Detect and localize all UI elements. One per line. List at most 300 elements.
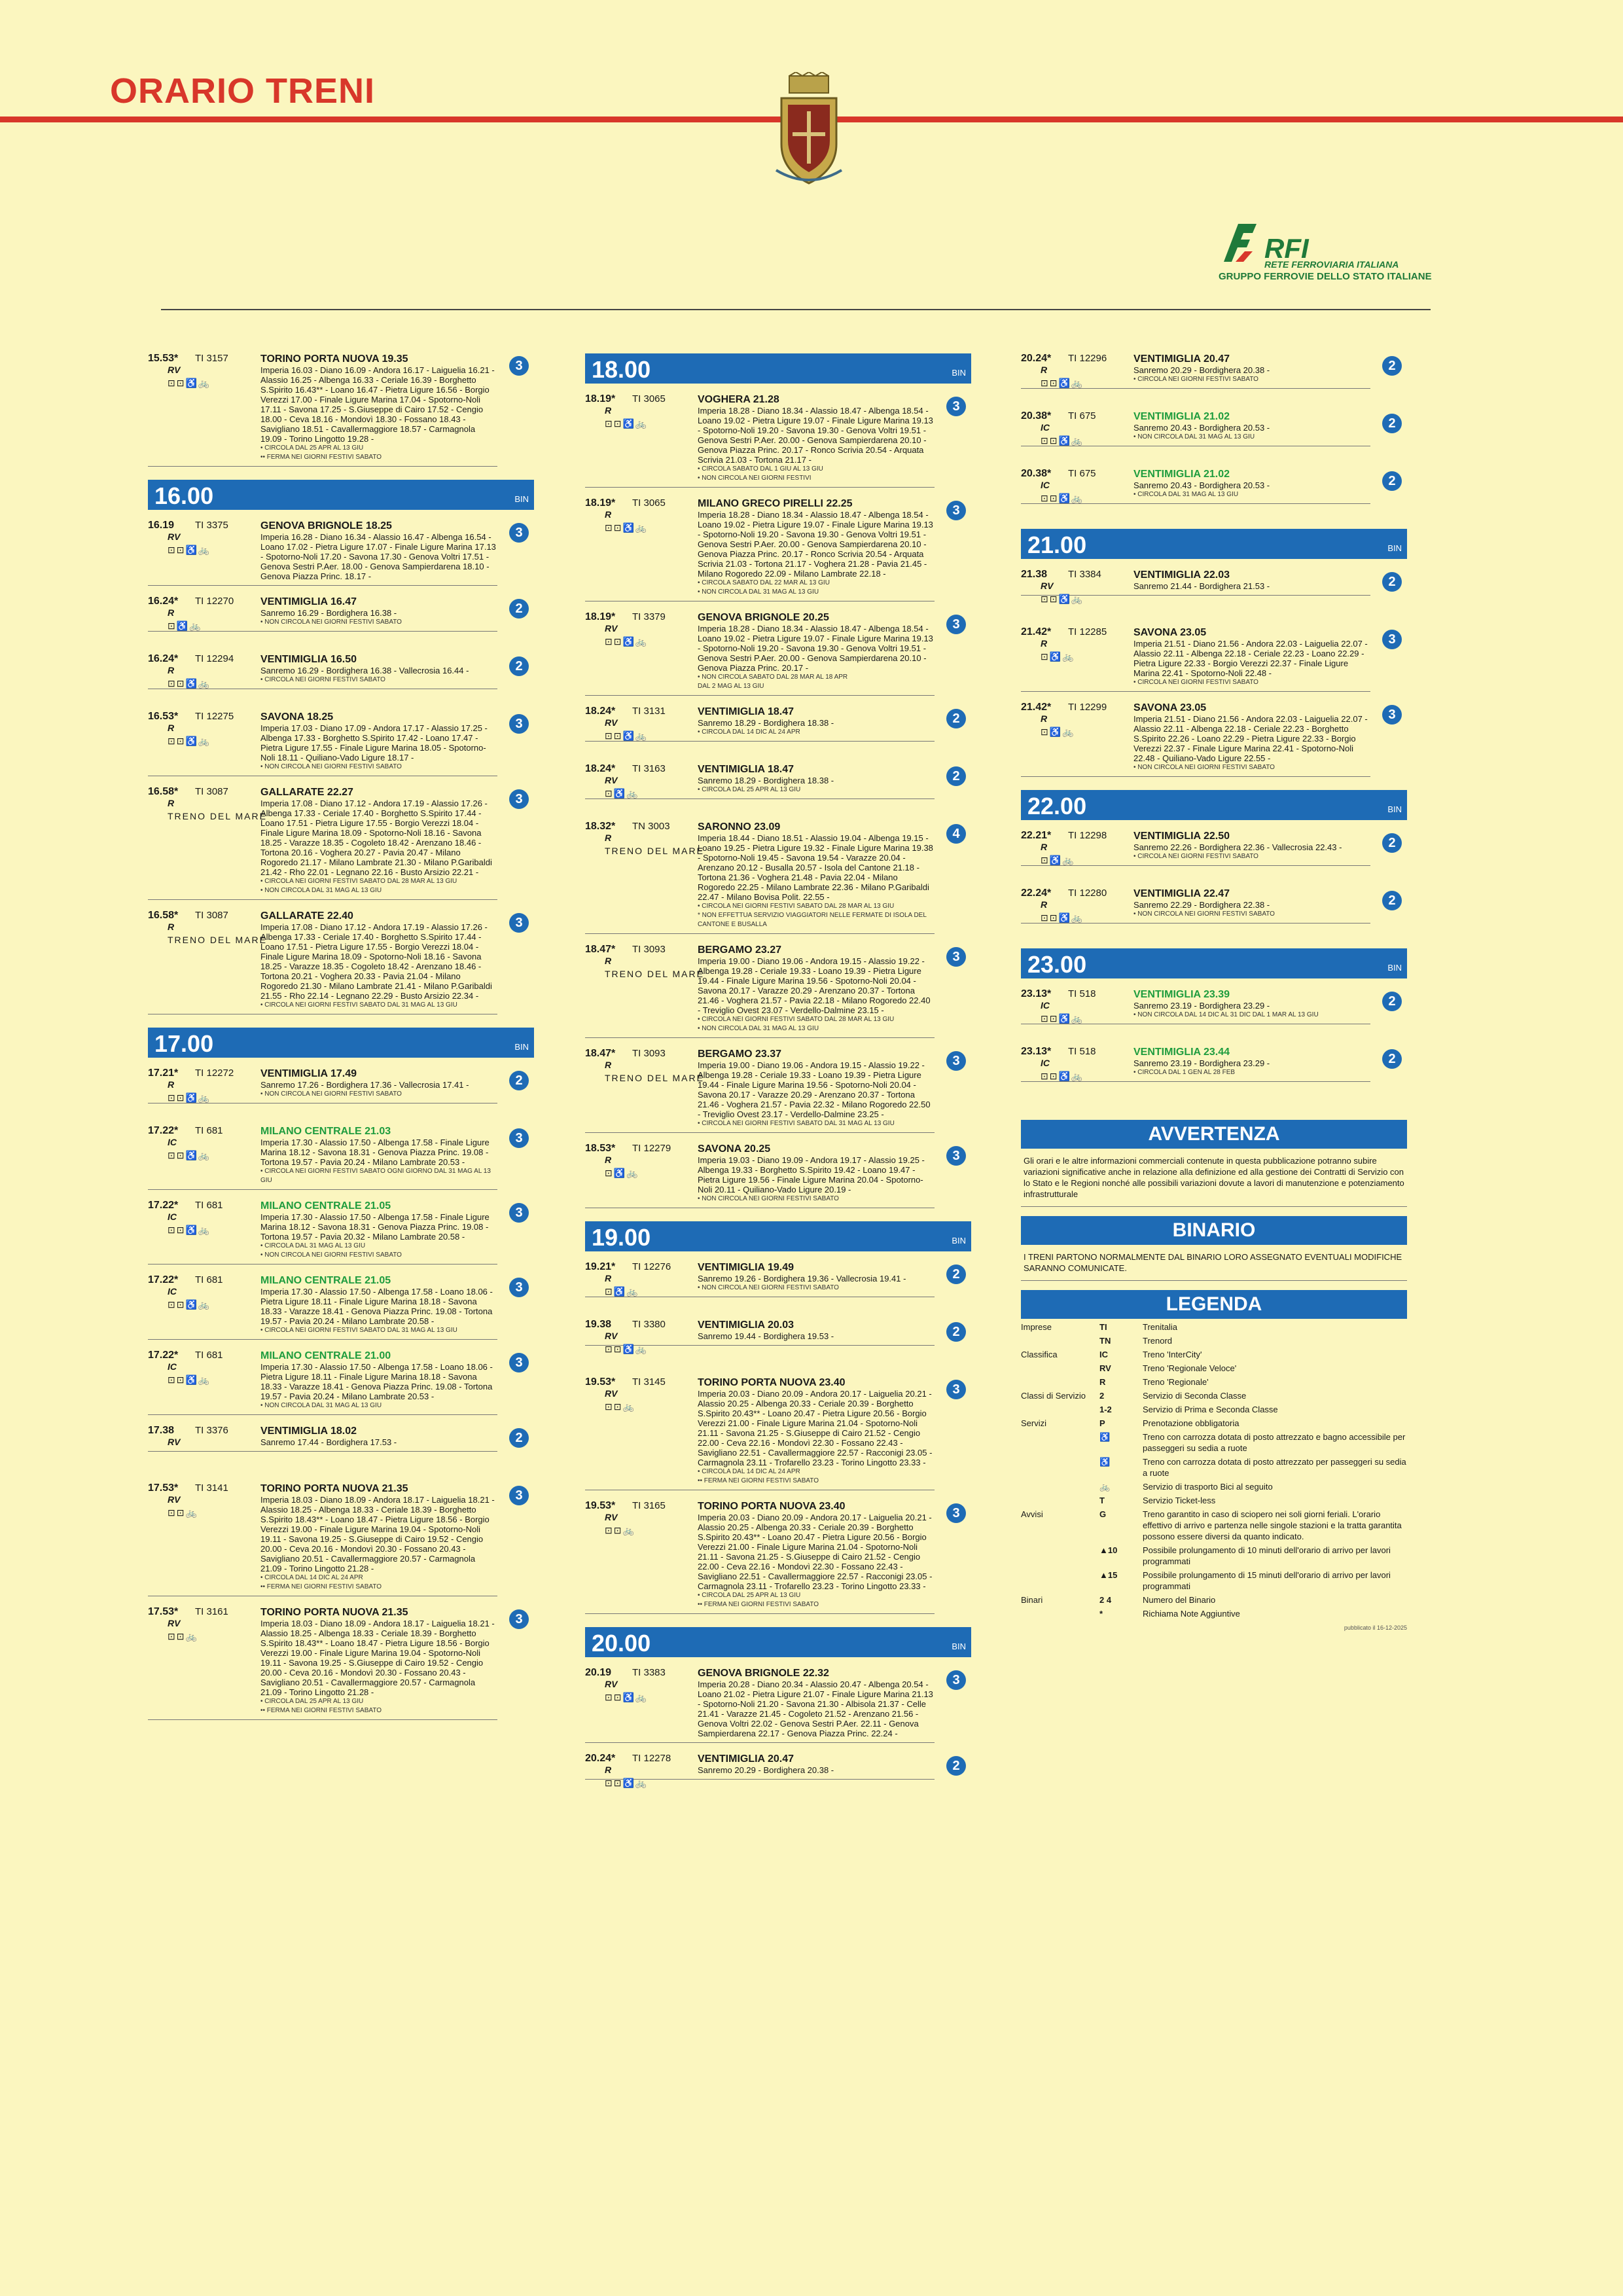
service-note: • CIRCOLA NEI GIORNI FESTIVI SABATO DAL 31 MAG AL 13 GIU xyxy=(260,1001,457,1009)
train-number: TI 3141 xyxy=(195,1482,228,1494)
train-entry xyxy=(1021,831,1407,878)
train-category: IC xyxy=(168,1361,177,1372)
train-number: TI 12270 xyxy=(195,596,234,607)
entry-divider xyxy=(148,1719,497,1720)
service-icons: ⊡⊡♿🚲 xyxy=(1041,435,1084,446)
train-category: IC xyxy=(1041,422,1050,433)
train-category: RV xyxy=(168,1618,181,1628)
legend-symbol: R xyxy=(1099,1377,1106,1387)
departure-time: 20.38* xyxy=(1021,468,1052,479)
service-note: • NON CIRCOLA NEI GIORNI FESTIVI SABATO xyxy=(260,763,402,770)
train-details xyxy=(260,1200,497,1260)
train-entry xyxy=(585,821,971,934)
entry-divider xyxy=(148,899,497,900)
destination: VENTIMIGLIA 18.02 xyxy=(260,1426,357,1437)
train-number: TI 12276 xyxy=(632,1261,671,1272)
train-number: TI 3384 xyxy=(1068,569,1101,580)
column-2 xyxy=(585,340,971,1811)
platform-badge: 3 xyxy=(946,397,966,416)
platform-badge: 2 xyxy=(1382,572,1402,592)
stops-list: Imperia 18.28 - Diano 18.34 - Alassio 18.47 - Albenga 18.54 - Loano 19.02 - Pietra Ligure 19.07 - Finale Ligure Marina 19.13 - Spotorno-Noli 19.20 - Savona 19.30 - Genova Voltri 19.51 - Genova Sestri P.Aer. 20.00 - Genova Sampierdarena 20.10 - Genova Piazza Princ. 20.17 - Ronco Scrivia 20.54 - Arquata Scrivia 21.03 - Tortona 21.17 - xyxy=(698,406,933,465)
rfi-subtitle: RETE FERROVIARIA ITALIANA xyxy=(1264,259,1399,270)
column-3 xyxy=(1021,353,1407,1631)
train-entry xyxy=(148,1426,534,1473)
service-icons: TRENO DEL MARE xyxy=(168,811,267,821)
departure-time: 17.22* xyxy=(148,1350,179,1361)
hour-band: 21.00 BIN xyxy=(1021,529,1407,559)
legend-description: Trenitalia xyxy=(1143,1322,1177,1332)
legend-symbol: TN xyxy=(1099,1336,1111,1346)
departure-time: 20.24* xyxy=(1021,353,1052,364)
stops-list: Sanremo 16.29 - Bordighera 16.38 - Vallecrosia 16.44 - xyxy=(260,666,469,675)
train-entry xyxy=(585,394,971,488)
service-icons: ⊡⊡♿🚲 xyxy=(605,522,649,533)
service-icons: ⊡⊡♿🚲 xyxy=(1041,1013,1084,1024)
train-category: IC xyxy=(1041,1058,1050,1068)
service-icons: ⊡⊡♿🚲 xyxy=(168,1374,211,1385)
service-icons: ⊡♿🚲 xyxy=(1041,726,1075,737)
col3-entries-2 xyxy=(1021,831,1407,935)
service-icons: ⊡⊡♿🚲 xyxy=(1041,378,1084,388)
page-title: ORARIO TRENI xyxy=(110,71,376,111)
legend-symbol: T xyxy=(1099,1496,1105,1505)
col3-entries-top xyxy=(1021,353,1407,516)
legend-row xyxy=(1021,1481,1407,1492)
departure-time: 21.38 xyxy=(1021,569,1048,580)
destination: VENTIMIGLIA 20.03 xyxy=(698,1319,794,1331)
departure-time: 23.13* xyxy=(1021,1046,1052,1057)
entry-divider xyxy=(585,1132,935,1133)
platform-badge: 2 xyxy=(946,1265,966,1284)
entry-divider xyxy=(1021,1081,1370,1082)
legend-symbol: ▲10 xyxy=(1099,1545,1118,1555)
train-entry xyxy=(148,1126,534,1190)
service-note: • CIRCOLA DAL 31 MAG AL 13 GIU xyxy=(260,1242,366,1249)
destination: SAVONA 23.05 xyxy=(1133,702,1207,713)
stops-list: Sanremo 20.43 - Bordighera 20.53 - xyxy=(1133,423,1270,433)
train-entry xyxy=(585,1143,971,1208)
train-details xyxy=(1133,888,1370,919)
destination: GALLARATE 22.27 xyxy=(260,787,353,798)
train-number: TI 3093 xyxy=(632,944,666,955)
legend-description: Treno 'Regionale' xyxy=(1143,1377,1209,1387)
hour-band: 20.00 BIN xyxy=(585,1627,971,1657)
destination: TORINO PORTA NUOVA 23.40 xyxy=(698,1501,846,1512)
destination: TORINO PORTA NUOVA 21.35 xyxy=(260,1607,408,1618)
legend-description: Possibile prolungamento di 15 minuti dell'orario di arrivo per lavori programmati xyxy=(1143,1570,1391,1591)
stops-list: Imperia 17.30 - Alassio 17.50 - Albenga 17.58 - Loano 18.06 - Pietra Ligure 18.11 - Finale Ligure Marina 18.18 - Savona 18.33 - Varazze 18.41 - Genova Piazza Princ. 19.08 - Tortona 19.57 - Pavia 20.24 - Milano Lambrate 20.58 - xyxy=(260,1287,493,1326)
destination: BERGAMO 23.27 xyxy=(698,944,782,956)
stops-list: Imperia 20.03 - Diano 20.09 - Andora 20.17 - Laiguelia 20.21 - Alassio 20.25 - Albenga 20.33 - Ceriale 20.39 - Borghetto S.Spirito 20.43** - Loano 20.47 - Pietra Ligure 20.56 - Borgio Verezzi 21.00 - Finale Ligure Marina 21.04 - Spotorno-Noli 21.11 - Savona 21.25 - S.Giuseppe di Cairo 21.52 - Cengio 22.00 - Ceva 22.16 - Mondovì 22.30 - Fossano 22.43 - Savigliano 22.51 - Cavallermaggiore 22.57 - Racconigi 23.05 - Carmagnola 23.11 - Trofarello 23.23 - Torino Lingotto 23.33 - xyxy=(698,1513,933,1591)
train-entry xyxy=(148,711,534,776)
train-details xyxy=(698,1377,935,1486)
destination: GALLARATE 22.40 xyxy=(260,910,353,922)
legend-description: Trenord xyxy=(1143,1336,1173,1346)
train-entry xyxy=(148,520,534,586)
train-entry xyxy=(148,1275,534,1340)
binario-title: BINARIO xyxy=(1021,1216,1407,1245)
legend-symbol: ▲15 xyxy=(1099,1570,1118,1580)
train-number: TI 518 xyxy=(1068,988,1096,999)
train-category: R xyxy=(1041,842,1048,852)
train-details xyxy=(260,711,497,772)
stops-list: Imperia 18.03 - Diano 18.09 - Andora 18.17 - Laiguelia 18.21 - Alassio 18.25 - Albenga 18.33 - Ceriale 18.39 - Borghetto S.Spirito 18.43** - Loano 18.47 - Pietra Ligure 18.56 - Borgio Verezzi 19.00 - Finale Ligure Marina 19.04 - Spotorno-Noli 19.11 - Savona 19.25 - S.Giuseppe di Cairo 19.52 - Cengio 20.00 - Ceva 20.16 - Mondovì 20.30 - Fossano 20.43 - Savigliano 20.51 - Cavallermaggiore 20.57 - Carmagnola 21.09 - Torino Lingotto 21.28 - xyxy=(260,1495,495,1573)
train-entry xyxy=(1021,888,1407,935)
stops-list: Sanremo 22.26 - Bordighera 22.36 - Vallecrosia 22.43 - xyxy=(1133,842,1342,852)
legend-row xyxy=(1021,1335,1407,1346)
train-details xyxy=(260,1068,497,1099)
destination: SAVONA 20.25 xyxy=(698,1143,771,1155)
legend-row xyxy=(1021,1376,1407,1388)
entry-divider xyxy=(1021,776,1370,777)
platform-badge: 3 xyxy=(946,1670,966,1690)
platform-badge: 2 xyxy=(1382,1049,1402,1069)
departure-time: 17.22* xyxy=(148,1125,179,1136)
destination: SAVONA 23.05 xyxy=(1133,627,1207,638)
destination: GENOVA BRIGNOLE 20.25 xyxy=(698,612,829,623)
train-details xyxy=(260,1126,497,1185)
destination: VENTIMIGLIA 22.50 xyxy=(1133,831,1230,842)
platform-badge: 3 xyxy=(946,1051,966,1071)
train-number: TI 12298 xyxy=(1068,830,1107,841)
service-note: DAL 2 MAG AL 13 GIU xyxy=(698,683,764,690)
service-note: • NON CIRCOLA NEI GIORNI FESTIVI xyxy=(698,475,812,482)
legend-category xyxy=(1021,1335,1099,1346)
service-icons: ⊡♿🚲 xyxy=(605,1168,639,1178)
train-entry xyxy=(1021,702,1407,777)
legend-description: Servizio di Seconda Classe xyxy=(1143,1391,1247,1401)
fs-logo-icon xyxy=(1219,216,1260,268)
legend-row xyxy=(1021,1594,1407,1605)
destination: TORINO PORTA NUOVA 23.40 xyxy=(698,1377,846,1388)
stops-list: Imperia 17.30 - Alassio 17.50 - Albenga 17.58 - Loano 18.06 - Pietra Ligure 18.11 - Finale Ligure Marina 18.18 - Savona 18.33 - Varazze 18.41 - Genova Piazza Princ. 19.08 - Tortona 19.57 - Pavia 20.24 - Milano Lambrate 20.53 - xyxy=(260,1362,493,1401)
legend-symbol: ♿ xyxy=(1099,1457,1111,1467)
departure-time: 18.47* xyxy=(585,1048,616,1059)
service-note: * NON EFFETTUA SERVIZIO VIAGGIATORI NELLE FERMATE DI ISOLA DEL CANTONE E BUSALLA xyxy=(698,912,927,928)
train-entry xyxy=(1021,353,1407,401)
service-icons: ⊡♿🚲 xyxy=(1041,651,1075,662)
train-entry xyxy=(585,764,971,811)
stops-list: Imperia 16.28 - Diano 16.34 - Alassio 16.47 - Albenga 16.54 - Loano 17.02 - Pietra Ligure 17.07 - Finale Ligure Marina 17.13 - Spotorno-Noli 17.20 - Savona 17.30 - Genova Voltri 17.51 - Genova Sestri P.Aer. 18.00 - Genova Sampierdarena 18.10 - Genova Piazza Princ. 18.17 - xyxy=(260,532,496,581)
destination: TORINO PORTA NUOVA 19.35 xyxy=(260,353,408,365)
service-note: • CIRCOLA DAL 1 GEN AL 28 FEB xyxy=(1133,1069,1236,1076)
service-icons: ⊡⊡♿🚲 xyxy=(1041,594,1084,604)
stops-list: Sanremo 22.29 - Bordighera 22.38 - xyxy=(1133,900,1270,910)
platform-badge: 3 xyxy=(509,1486,529,1505)
train-details xyxy=(1133,831,1370,861)
train-category: RV xyxy=(605,717,618,728)
train-number: TI 3375 xyxy=(195,520,228,531)
train-details xyxy=(1133,989,1370,1020)
train-category: R xyxy=(605,956,612,966)
legend-category xyxy=(1021,1431,1099,1454)
service-icons: ⊡⊡🚲 xyxy=(168,1507,198,1518)
service-icons: TRENO DEL MARE xyxy=(605,846,704,856)
legenda-rows xyxy=(1021,1321,1407,1619)
train-number: TI 12296 xyxy=(1068,353,1107,364)
service-icons: ⊡⊡🚲 xyxy=(168,1631,198,1641)
legend-category: Binari xyxy=(1021,1595,1043,1605)
platform-badge: 2 xyxy=(946,1322,966,1342)
stops-list: Imperia 20.03 - Diano 20.09 - Andora 20.17 - Laiguelia 20.21 - Alassio 20.25 - Albenga 20.33 - Ceriale 20.39 - Borghetto S.Spirito 20.43** - Loano 20.47 - Pietra Ligure 20.56 - Borgio Verezzi 21.00 - Finale Ligure Marina 21.04 - Spotorno-Noli 21.11 - Savona 21.25 - S.Giuseppe di Cairo 21.52 - Cengio 22.00 - Ceva 22.16 - Mondovì 22.30 - Fossano 22.43 - Savigliano 22.51 - Cavallermaggiore 22.57 - Racconigi 23.05 - Carmagnola 23.11 - Trofarello 23.23 - Torino Lingotto 23.33 - xyxy=(698,1389,933,1467)
train-number: TI 3157 xyxy=(195,353,228,364)
train-number: TI 681 xyxy=(195,1274,223,1285)
service-note: • CIRCOLA DAL 14 DIC AL 24 APR xyxy=(698,1468,800,1475)
legend-symbol: 1-2 xyxy=(1099,1405,1112,1414)
train-category: R xyxy=(605,1765,612,1775)
train-category: R xyxy=(605,1060,612,1070)
departure-time: 17.53* xyxy=(148,1606,179,1617)
legend-description: Servizio di trasporto Bici al seguito xyxy=(1143,1482,1273,1492)
train-details xyxy=(698,1501,935,1609)
train-category: RV xyxy=(168,365,181,375)
departure-time: 18.47* xyxy=(585,944,616,955)
train-category: R xyxy=(605,509,612,520)
legend-category: Classi di Servizio xyxy=(1021,1391,1086,1401)
col1-entries-2 xyxy=(148,1068,534,1720)
train-category: R xyxy=(1041,899,1048,910)
entry-divider xyxy=(148,585,497,586)
service-note: • NON CIRCOLA NEI GIORNI FESTIVI SABATO xyxy=(1133,910,1275,918)
train-details xyxy=(698,498,935,597)
destination: VENTIMIGLIA 19.49 xyxy=(698,1262,794,1273)
legend-category: Servizi xyxy=(1021,1418,1047,1428)
entry-divider xyxy=(1021,865,1370,866)
train-number: TI 3087 xyxy=(195,786,228,797)
legend-row xyxy=(1021,1431,1407,1454)
stops-list: Sanremo 18.29 - Bordighera 18.38 - xyxy=(698,718,834,728)
departure-time: 16.53* xyxy=(148,711,179,722)
service-icons: TRENO DEL MARE xyxy=(168,935,267,945)
hour-band: 18.00 BIN xyxy=(585,353,971,384)
platform-badge: 2 xyxy=(1382,891,1402,910)
train-entry xyxy=(585,1377,971,1490)
legend-row xyxy=(1021,1608,1407,1619)
service-icons: ⊡⊡♿🚲 xyxy=(168,678,211,689)
train-entry xyxy=(585,1262,971,1309)
departure-time: 22.21* xyxy=(1021,830,1052,841)
legend-description: Prenotazione obbligatoria xyxy=(1143,1418,1240,1428)
destination: VENTIMIGLIA 23.39 xyxy=(1133,989,1230,1000)
train-details xyxy=(698,764,935,795)
col1-entries-1 xyxy=(148,520,534,1014)
legend-row xyxy=(1021,1418,1407,1429)
destination: MILANO GRECO PIRELLI 22.25 xyxy=(698,498,853,509)
platform-badge: 4 xyxy=(946,824,966,844)
train-details xyxy=(698,706,935,737)
train-number: TI 12285 xyxy=(1068,626,1107,637)
train-number: TI 3065 xyxy=(632,497,666,509)
service-icons: ⊡⊡♿🚲 xyxy=(605,1344,649,1354)
train-entry xyxy=(585,612,971,696)
platform-badge: 3 xyxy=(509,1278,529,1297)
destination: VENTIMIGLIA 16.47 xyxy=(260,596,357,607)
platform-badge: 3 xyxy=(509,1353,529,1372)
stops-list: Sanremo 23.19 - Bordighera 23.29 - xyxy=(1133,1058,1270,1068)
platform-badge: 2 xyxy=(509,656,529,676)
col2-entries-2 xyxy=(585,1262,971,1614)
service-icons: ⊡⊡♿🚲 xyxy=(168,1092,211,1103)
service-note: • NON CIRCOLA NEI GIORNI FESTIVI SABATO xyxy=(260,1090,402,1098)
train-details xyxy=(260,910,497,1010)
train-entry xyxy=(585,1319,971,1367)
legend-symbol: 2 xyxy=(1099,1391,1105,1401)
train-number: TI 3383 xyxy=(632,1667,666,1678)
entry-divider xyxy=(585,487,935,488)
avvertenza-text: Gli orari e le altre informazioni commerciali contenute in questa pubblicazione potranno subire variazioni significative anche in relazione alla definizione ed alla gestione dei Contratti di Servizio con lo Stato e le Regioni nonché alle possibili variazioni dovute a lavori di manutenzione e potenziamento infrastrutturale xyxy=(1021,1149,1407,1207)
train-details xyxy=(698,1049,935,1128)
destination: SAVONA 18.25 xyxy=(260,711,334,723)
stops-list: Imperia 18.28 - Diano 18.34 - Alassio 18.47 - Albenga 18.54 - Loano 19.02 - Pietra Ligure 19.07 - Finale Ligure Marina 19.13 - Spotorno-Noli 19.20 - Savona 19.30 - Genova Voltri 19.51 - Genova Sestri P.Aer. 20.00 - Genova Sampierdarena 20.10 - Genova Piazza Princ. 20.17 - Ronco Scrivia 20.54 - Arquata Scrivia 21.03 - Tortona 21.17 - Voghera 21.28 - Pavia 21.45 - Milano Rogoredo 22.09 - Milano Lambrate 22.18 - xyxy=(698,510,933,579)
train-number: TI 681 xyxy=(195,1350,223,1361)
destination: GENOVA BRIGNOLE 22.32 xyxy=(698,1668,829,1679)
entry-divider xyxy=(585,1742,935,1743)
train-entry xyxy=(148,1483,534,1596)
legend-row xyxy=(1021,1570,1407,1592)
hour-band: 22.00 BIN xyxy=(1021,790,1407,820)
train-number: TI 675 xyxy=(1068,410,1096,422)
train-number: TI 3093 xyxy=(632,1048,666,1059)
legend-symbol: TI xyxy=(1099,1322,1107,1332)
train-details xyxy=(698,1262,935,1293)
platform-badge: 2 xyxy=(509,1428,529,1448)
rfi-name: RFI xyxy=(1264,233,1309,264)
service-icons: ⊡⊡♿🚲 xyxy=(168,1299,211,1310)
service-icons: ⊡⊡♿🚲 xyxy=(168,736,211,746)
train-entry xyxy=(1021,469,1407,516)
service-icons: ⊡⊡♿🚲 xyxy=(605,730,649,741)
departure-time: 19.53* xyxy=(585,1500,616,1511)
service-icons: ⊡⊡♿🚲 xyxy=(1041,912,1084,923)
entry-divider xyxy=(585,1613,935,1614)
stops-list: Sanremo 19.26 - Bordighera 19.36 - Vallecrosia 19.41 - xyxy=(698,1274,906,1283)
departure-time: 21.42* xyxy=(1021,702,1052,713)
train-details xyxy=(698,1319,935,1341)
destination: VENTIMIGLIA 21.02 xyxy=(1133,469,1230,480)
entry-divider xyxy=(148,1451,497,1452)
train-number: TI 12279 xyxy=(632,1143,671,1154)
service-note: • NON CIRCOLA DAL 31 MAG AL 13 GIU xyxy=(698,1025,819,1032)
col3-entries-3 xyxy=(1021,989,1407,1094)
service-icons: ⊡⊡♿🚲 xyxy=(1041,493,1084,503)
stops-list: Sanremo 17.44 - Bordighera 17.53 - xyxy=(260,1437,397,1447)
train-entry xyxy=(148,353,534,467)
destination: MILANO CENTRALE 21.05 xyxy=(260,1275,391,1286)
service-icons: ⊡♿🚲 xyxy=(605,1286,639,1297)
legend-category xyxy=(1021,1481,1099,1492)
legend-category xyxy=(1021,1456,1099,1479)
platform-badge: 3 xyxy=(509,356,529,376)
train-entry xyxy=(1021,989,1407,1036)
platform-badge: 2 xyxy=(1382,833,1402,853)
legend-category xyxy=(1021,1570,1099,1592)
destination: VENTIMIGLIA 21.02 xyxy=(1133,411,1230,422)
train-category: IC xyxy=(168,1137,177,1147)
legend-description: Treno 'InterCity' xyxy=(1143,1350,1202,1359)
destination: VENTIMIGLIA 18.47 xyxy=(698,706,794,717)
train-number: TI 3165 xyxy=(632,1500,666,1511)
stops-list: Sanremo 18.29 - Bordighera 18.38 - xyxy=(698,776,834,785)
departure-time: 21.42* xyxy=(1021,626,1052,637)
train-entry xyxy=(1021,1047,1407,1094)
train-number: TI 675 xyxy=(1068,468,1096,479)
departure-time: 19.21* xyxy=(585,1261,616,1272)
destination: TORINO PORTA NUOVA 21.35 xyxy=(260,1483,408,1494)
train-entry xyxy=(148,787,534,900)
train-entry xyxy=(1021,569,1407,617)
service-note: • CIRCOLA NEI GIORNI FESTIVI SABATO xyxy=(1133,376,1258,383)
entry-divider xyxy=(148,1264,497,1265)
stops-list: Imperia 17.08 - Diano 17.12 - Andora 17.19 - Alassio 17.26 - Albenga 17.33 - Ceriale 17.40 - Borghetto S.Spirito 17.44 - Loano 17.51 - Pietra Ligure 17.55 - Borgio Verezzi 18.04 - Finale Ligure Marina 18.09 - Spotorno-Noli 18.16 - Savona 18.25 - Varazze 18.35 - Cogoleto 18.42 - Arenzano 18.46 - Tortona 20.21 - Voghera 20.33 - Pavia 21.04 - Milano Rogoredo 21.30 - Milano Lambrate 21.41 - Milano P.Garibaldi 21.55 - Rho 22.14 - Legnano 22.29 - Busto Arsizio 22.34 - xyxy=(260,922,492,1001)
service-icons: ⊡⊡♿🚲 xyxy=(605,636,649,647)
service-note: • CIRCOLA NEI GIORNI FESTIVI SABATO DAL 28 MAR AL 13 GIU xyxy=(698,1016,895,1023)
legend-category xyxy=(1021,1608,1099,1619)
destination: VENTIMIGLIA 22.47 xyxy=(1133,888,1230,899)
departure-time: 20.38* xyxy=(1021,410,1052,422)
service-note: • NON CIRCOLA NEI GIORNI FESTIVI SABATO xyxy=(260,1251,402,1259)
departure-time: 18.19* xyxy=(585,393,616,404)
service-note: • CIRCOLA DAL 31 MAG AL 13 GIU xyxy=(1133,491,1239,498)
train-category: R xyxy=(168,1079,175,1090)
col1-entries-top xyxy=(148,353,534,467)
train-category: R xyxy=(605,833,612,843)
train-category: IC xyxy=(168,1286,177,1297)
train-details xyxy=(260,353,497,462)
legend-symbol: RV xyxy=(1099,1363,1111,1373)
train-details xyxy=(260,1607,497,1715)
legend-description: Numero del Binario xyxy=(1143,1595,1216,1605)
legend-description: Richiama Note Aggiuntive xyxy=(1143,1609,1240,1619)
destination: MILANO CENTRALE 21.00 xyxy=(260,1350,391,1361)
legend-category xyxy=(1021,1495,1099,1506)
train-category: RV xyxy=(1041,581,1054,591)
service-icons: TRENO DEL MARE xyxy=(605,969,704,979)
entry-divider xyxy=(148,1339,497,1340)
legend-category xyxy=(1021,1376,1099,1388)
train-details xyxy=(698,821,935,929)
departure-time: 17.22* xyxy=(148,1200,179,1211)
coat-of-arms-icon xyxy=(770,72,848,190)
departure-time: 18.24* xyxy=(585,706,616,717)
hour-band: 23.00 BIN xyxy=(1021,948,1407,978)
train-number: TI 3161 xyxy=(195,1606,228,1617)
train-entry xyxy=(1021,627,1407,692)
stops-list: Sanremo 23.19 - Bordighera 23.29 - xyxy=(1133,1001,1270,1011)
legend-symbol: P xyxy=(1099,1418,1105,1428)
entry-divider xyxy=(1021,503,1370,504)
departure-time: 20.24* xyxy=(585,1753,616,1764)
stops-list: Imperia 16.03 - Diano 16.09 - Andora 16.17 - Laiguelia 16.21 - Alassio 16.25 - Albenga 16.33 - Ceriale 16.39 - Borghetto S.Spirito 16.43** - Loano 16.47 - Pietra Ligure 16.56 - Borgio Verezzi 17.00 - Finale Ligure Marina 17.04 - Spotorno-Noli 17.11 - Savona 17.25 - S.Giuseppe di Cairo 17.52 - Cengio 18.00 - Ceva 18.16 - Mondovì 18.30 - Fossano 18.43 - Savigliano 18.51 - Cavallermaggiore 18.57 - Carmagnola 19.09 - Torino Lingotto 19.28 - xyxy=(260,365,495,444)
departure-time: 16.19 xyxy=(148,520,175,531)
entry-divider xyxy=(585,695,935,696)
stops-list: Sanremo 20.29 - Bordighera 20.38 - xyxy=(698,1765,834,1775)
service-note: •• FERMA NEI GIORNI FESTIVI SABATO xyxy=(260,454,382,461)
train-category: R xyxy=(168,723,175,733)
train-category: R xyxy=(168,798,175,808)
legend-description: Treno 'Regionale Veloce' xyxy=(1143,1363,1237,1373)
entry-divider xyxy=(585,798,935,799)
train-category: RV xyxy=(605,1512,618,1522)
platform-badge: 3 xyxy=(1382,705,1402,725)
train-category: RV xyxy=(605,1679,618,1689)
legend-symbol: 🚲 xyxy=(1099,1482,1111,1492)
entry-divider xyxy=(585,933,935,934)
service-note: • CIRCOLA DAL 25 APR AL 13 GIU xyxy=(698,1592,801,1599)
departure-time: 16.58* xyxy=(148,786,179,797)
platform-badge: 3 xyxy=(946,1503,966,1523)
hour-band: 16.00 BIN xyxy=(148,480,534,510)
stops-list: Imperia 19.00 - Diano 19.06 - Andora 19.15 - Alassio 19.22 - Albenga 19.28 - Ceriale 19.33 - Loano 19.39 - Pietra Ligure 19.44 - Finale Ligure Marina 19.56 - Spotorno-Noli 20.04 - Savona 20.17 - Varazze 20.29 - Arenzano 20.37 - Tortona 21.46 - Voghera 21.57 - Pavia 22.32 - Milano Rogoredo 22.50 - Treviglio Ovest 23.17 - Verdello-Dalmine 23.25 - xyxy=(698,1060,931,1119)
